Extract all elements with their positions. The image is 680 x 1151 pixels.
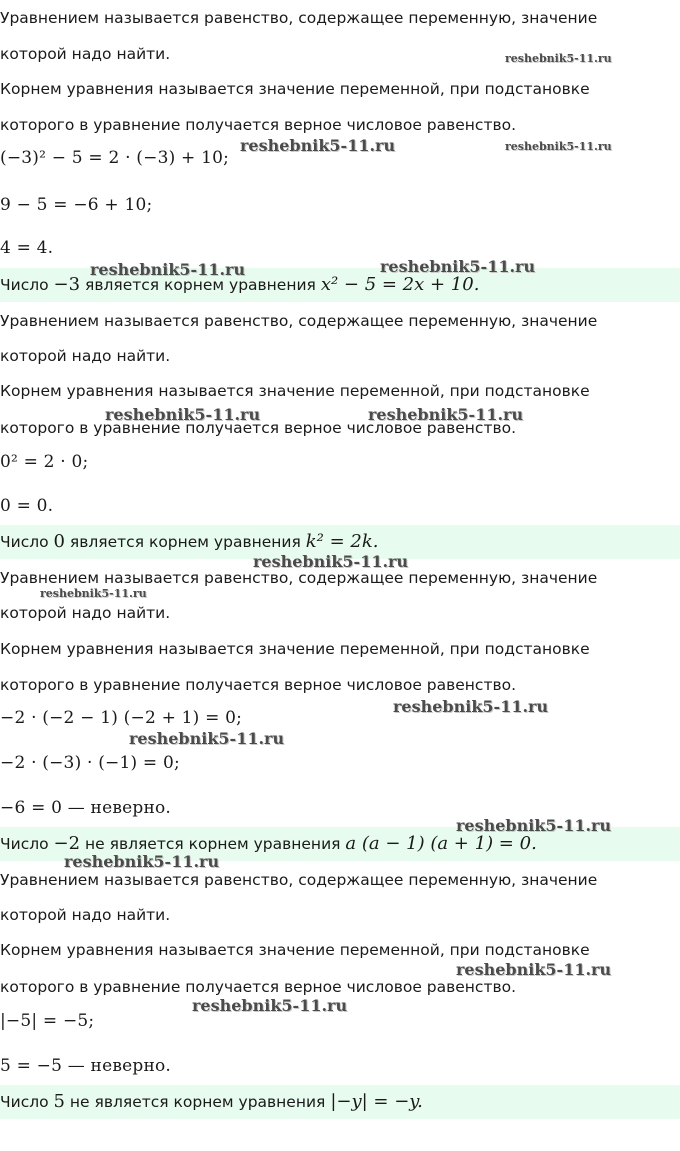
watermark: reshebnik5-11.ru (90, 260, 246, 279)
watermark: reshebnik5-11.ru (129, 729, 285, 748)
root-definition-text: Корнем уравнения называется значение переменной, при подстановке (0, 640, 590, 658)
math-step: 0² = 2 · 0; (0, 452, 89, 472)
definition-text: которой надо найти. (0, 906, 171, 924)
math-step: 0 = 0. (0, 496, 54, 516)
root-definition-text: Корнем уравнения называется значение переменной, при подстановке (0, 941, 590, 959)
math-step: −2 · (−3) · (−1) = 0; (0, 753, 180, 773)
watermark: reshebnik5-11.ru (64, 852, 220, 871)
root-definition-text: которого в уравнение получается верное числовое равенство. (0, 978, 517, 996)
definition-text: которой надо найти. (0, 45, 171, 63)
watermark: reshebnik5-11.ru (456, 960, 612, 979)
definition-text: которой надо найти. (0, 347, 171, 365)
watermark: reshebnik5-11.ru (253, 552, 409, 571)
watermark: reshebnik5-11.ru (505, 140, 612, 153)
watermark: reshebnik5-11.ru (192, 996, 348, 1015)
conclusion-text: Число 5 не является корнем уравнения |−y| = −y. (0, 1091, 423, 1112)
conclusion-text: Число −2 не является корнем уравнения a (a − 1) (a + 1) = 0. (0, 833, 537, 854)
watermark: reshebnik5-11.ru (456, 816, 612, 835)
watermark: reshebnik5-11.ru (40, 587, 147, 600)
watermark: reshebnik5-11.ru (380, 257, 536, 276)
math-step: −2 · (−2 − 1) (−2 + 1) = 0; (0, 708, 243, 728)
conclusion-highlight (0, 1085, 680, 1119)
watermark: reshebnik5-11.ru (505, 52, 612, 65)
definition-text: Уравнением называется равенство, содержащее переменную, значение (0, 569, 598, 587)
definition-text: Уравнением называется равенство, содержащее переменную, значение (0, 9, 598, 27)
math-step: −6 = 0 — неверно. (0, 798, 172, 818)
definition-text: которой надо найти. (0, 604, 171, 622)
root-definition-text: которого в уравнение получается верное числовое равенство. (0, 116, 517, 134)
math-step: 4 = 4. (0, 238, 54, 258)
watermark: reshebnik5-11.ru (240, 136, 396, 155)
definition-text: Уравнением называется равенство, содержащее переменную, значение (0, 871, 598, 889)
watermark: reshebnik5-11.ru (393, 697, 549, 716)
watermark: reshebnik5-11.ru (105, 405, 261, 424)
watermark: reshebnik5-11.ru (368, 405, 524, 424)
math-step: (−3)² − 5 = 2 · (−3) + 10; (0, 148, 230, 168)
root-definition-text: Корнем уравнения называется значение переменной, при подстановке (0, 382, 590, 400)
conclusion-text: Число 0 является корнем уравнения k² = 2k. (0, 531, 379, 552)
root-definition-text: Корнем уравнения называется значение переменной, при подстановке (0, 80, 590, 98)
root-definition-text: которого в уравнение получается верное числовое равенство. (0, 419, 517, 437)
math-step: 5 = −5 — неверно. (0, 1056, 172, 1076)
root-definition-text: которого в уравнение получается верное числовое равенство. (0, 676, 517, 694)
definition-text: Уравнением называется равенство, содержащее переменную, значение (0, 312, 598, 330)
conclusion-text: Число −3 является корнем уравнения x² − 5 = 2x + 10. (0, 274, 480, 295)
math-step: 9 − 5 = −6 + 10; (0, 195, 153, 215)
math-step: |−5| = −5; (0, 1011, 95, 1031)
